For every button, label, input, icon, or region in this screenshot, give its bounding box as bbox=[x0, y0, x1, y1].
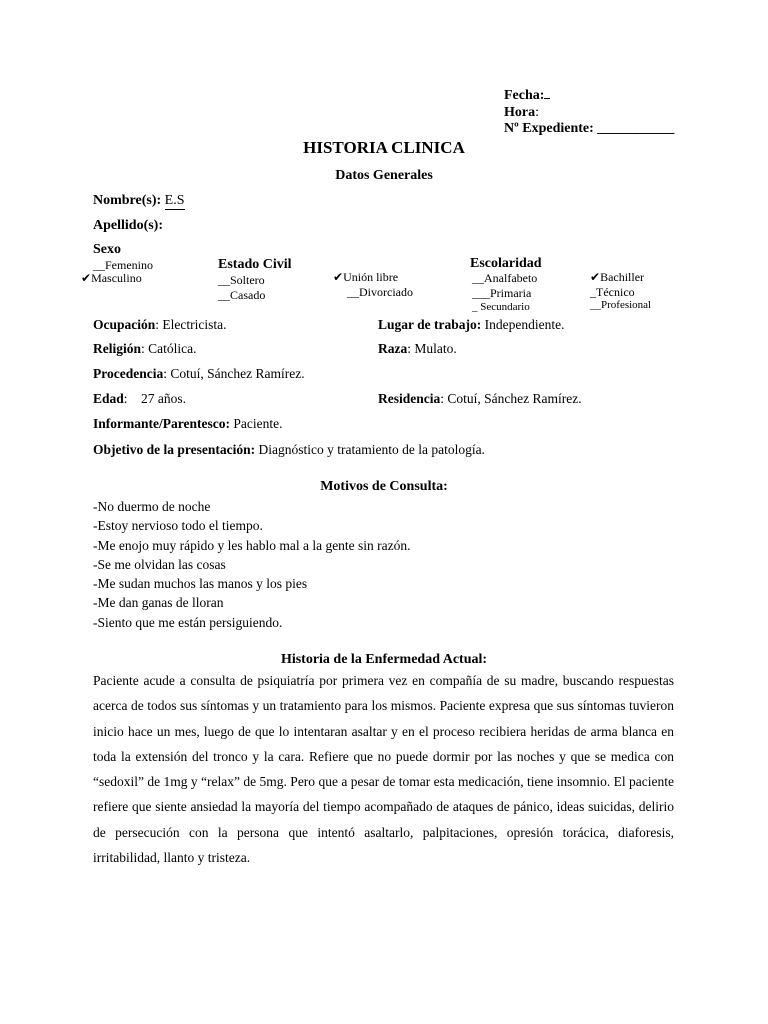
escolaridad-primaria: ___Primaria bbox=[472, 286, 532, 300]
list-item: -Siento que me están persiguiendo. bbox=[93, 614, 283, 630]
historia-title: Historia de la Enfermedad Actual: bbox=[280, 652, 488, 667]
lugar-label: Lugar de trabajo: bbox=[378, 317, 482, 332]
raza-value: : Mulato. bbox=[407, 341, 457, 356]
escolaridad-label: Escolaridad bbox=[470, 256, 542, 271]
informante-value: Paciente. bbox=[229, 416, 283, 431]
estado-civil-union-label: Unión libre bbox=[343, 270, 399, 284]
motivos-list bbox=[93, 497, 411, 632]
procedencia-value: : Cotuí, Sánchez Ramírez. bbox=[163, 366, 305, 381]
estado-civil-union bbox=[333, 270, 398, 285]
residencia-line bbox=[378, 391, 582, 407]
religion-value: : Católica. bbox=[141, 341, 197, 356]
list-item: -Me sudan muchos las manos y los pies bbox=[93, 576, 308, 592]
fecha-label: Fecha: bbox=[504, 88, 545, 103]
objetivo-line bbox=[93, 442, 485, 458]
motivos-title: Motivos de Consulta: bbox=[320, 479, 448, 494]
escolaridad-tecnico: _Técnico bbox=[590, 285, 635, 299]
fecha-line bbox=[504, 88, 550, 104]
expediente-blank: ___________ bbox=[597, 121, 675, 136]
residencia-label: Residencia bbox=[378, 391, 441, 406]
nombre-value: E.S bbox=[164, 193, 185, 208]
list-item: -Me enojo muy rápido y les hablo mal a la gente sin razón. bbox=[93, 537, 411, 553]
expediente-label: Nº Expediente: bbox=[504, 121, 594, 136]
raza-line bbox=[378, 341, 457, 357]
escolaridad-bachiller-label: Bachiller bbox=[600, 270, 645, 284]
ocupacion-label: Ocupación bbox=[93, 317, 156, 332]
edad-label: Edad bbox=[93, 391, 124, 406]
apellido-label: Apellido(s): bbox=[93, 218, 163, 233]
nombre-line bbox=[93, 193, 185, 210]
historia-paragraph: Paciente acude a consulta de psiquiatría por primera vez en compañía de su madre, buscando respuestas acerca de todos sus síntomas y un tratamiento para los mismos. Paciente expresa que sus síntomas tuvieron inicio hace un mes, luego de que lo intentaran asaltar y en el proceso recibiera heridas de arma blanca en toda la extensión del tronco y la cara. Refiere que no puede dormir por las noches y que se medica con “sedoxil” de 1mg y “relax” de 5mg. Pero que a pesar de tomar esta medicación, tiene insomnio. El paciente refiere que siente ansiedad la mayoría del tiempo acompañado de ataques de pánico, ideas suicidas, delirio de persecución con la persona que intentó asaltarlo, palpitaciones, opresión torácica, diaforesis, irritabilidad, llanto y tristeza. bbox=[93, 673, 674, 866]
objetivo-value: Diagnóstico y tratamiento de la patología. bbox=[255, 442, 485, 457]
list-item: -Estoy nervioso todo el tiempo. bbox=[93, 518, 263, 534]
check-icon: ✔ bbox=[333, 270, 344, 284]
religion-line bbox=[93, 341, 197, 357]
religion-label: Religión bbox=[93, 341, 142, 356]
procedencia-label: Procedencia bbox=[93, 366, 164, 381]
list-item: -No duermo de noche bbox=[93, 499, 211, 514]
procedencia-line bbox=[93, 366, 305, 382]
edad-line bbox=[93, 391, 186, 407]
informante-line bbox=[93, 416, 282, 432]
estado-civil-casado: __Casado bbox=[218, 288, 266, 302]
ocupacion-line bbox=[93, 317, 226, 333]
escolaridad-bachiller bbox=[590, 270, 644, 285]
hora-line bbox=[504, 105, 539, 121]
lugar-value: Independiente. bbox=[481, 317, 565, 332]
estado-civil-soltero: __Soltero bbox=[218, 273, 265, 287]
fecha-value bbox=[544, 98, 550, 99]
estado-civil-label: Estado Civil bbox=[218, 257, 292, 272]
sexo-masculino-label: Masculino bbox=[91, 271, 142, 285]
informante-label: Informante/Parentesco: bbox=[93, 416, 230, 431]
ocupacion-value: : Electricista. bbox=[155, 317, 227, 332]
hora-colon: : bbox=[535, 105, 539, 120]
objetivo-label: Objetivo de la presentación: bbox=[93, 442, 256, 457]
escolaridad-profesional: __Profesional bbox=[590, 299, 652, 311]
list-item: -Se me olvidan las cosas bbox=[93, 556, 226, 572]
section-datos-generales: Datos Generales bbox=[335, 168, 433, 183]
check-icon: ✔ bbox=[590, 270, 601, 284]
hora-label: Hora bbox=[504, 105, 536, 120]
escolaridad-analfabeto: __Analfabeto bbox=[472, 271, 538, 285]
sexo-femenino: __Femenino bbox=[93, 258, 153, 272]
raza-label: Raza bbox=[378, 341, 408, 356]
nombre-label: Nombre(s): bbox=[93, 193, 162, 208]
escolaridad-secundario: _ Secundario bbox=[472, 301, 530, 313]
sexo-masculino bbox=[81, 271, 142, 286]
list-item: -Me dan ganas de lloran bbox=[93, 595, 224, 611]
page-title: HISTORIA CLINICA bbox=[303, 138, 465, 157]
edad-value: : 27 años. bbox=[123, 391, 187, 406]
sexo-label: Sexo bbox=[93, 242, 121, 257]
expediente-line bbox=[504, 121, 674, 137]
lugar-line bbox=[378, 317, 564, 333]
residencia-value: : Cotuí, Sánchez Ramírez. bbox=[440, 391, 582, 406]
estado-civil-divorciado: __Divorciado bbox=[347, 285, 413, 299]
check-icon: ✔ bbox=[81, 271, 92, 285]
